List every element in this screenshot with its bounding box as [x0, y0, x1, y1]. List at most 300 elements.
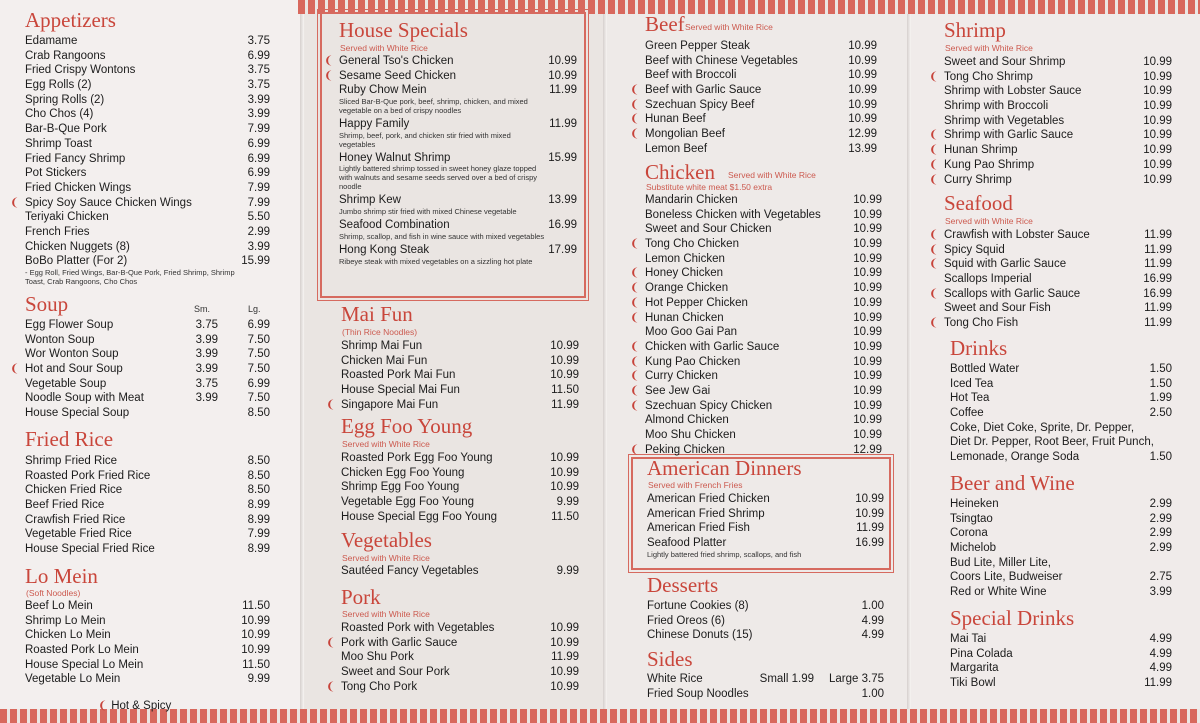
menu-item [647, 628, 884, 643]
item-name: Noodle Soup with Meat [25, 392, 144, 405]
item-price-large: 6.99 [247, 319, 270, 331]
item-name: Hunan Chicken [645, 311, 724, 324]
item-name: Almond Chicken [645, 414, 729, 427]
menu-item [630, 83, 877, 98]
chili-pepper-icon: ❨ [929, 158, 939, 171]
menu-item [630, 281, 882, 296]
menu-item [25, 498, 270, 513]
item-price: 3.75 [247, 64, 270, 77]
item-price: 4.99 [861, 629, 884, 642]
item-name: American Fried Shrimp [647, 507, 765, 520]
section-title: Appetizers [25, 8, 116, 32]
item-name: House Special Fried Rice [25, 543, 155, 556]
item-name: Kung Pao Shrimp [944, 158, 1035, 171]
item-name: Sweet and Sour Chicken [645, 223, 772, 236]
menu-item [630, 369, 882, 384]
menu-item [25, 628, 270, 643]
item-price: 10.99 [550, 466, 579, 479]
item-price: 10.99 [853, 355, 882, 368]
menu-item [25, 542, 270, 557]
section-title: Sides [647, 647, 693, 671]
menu-item [341, 383, 579, 398]
item-name: Fortune Cookies (8) [647, 600, 749, 612]
item-name: American Fried Chicken [647, 493, 770, 505]
item-price: 5.50 [247, 211, 270, 224]
menu-item [25, 210, 270, 225]
menu-items-list [324, 54, 577, 268]
item-name: Teriyaki Chicken [25, 211, 109, 224]
menu-item [341, 339, 579, 354]
chicken-section [630, 160, 882, 456]
item-name: Red or White Wine [950, 586, 1047, 599]
section-title: Seafood [944, 191, 1013, 215]
menu-item [25, 513, 270, 528]
item-name: Beef Fried Rice [25, 499, 105, 512]
menu-item [647, 492, 884, 507]
item-name: Corona [950, 527, 988, 540]
section-title: Beer and Wine [950, 471, 1075, 495]
menu-item [326, 636, 579, 651]
item-name: Pina Colada [950, 647, 1013, 660]
menu-item [339, 83, 577, 98]
section-title: House Specials [339, 18, 468, 42]
item-price: 10.99 [241, 644, 270, 657]
beer-wine-section [950, 471, 1172, 599]
menu-item [339, 218, 577, 233]
item-name: Moo Shu Pork [341, 651, 414, 664]
item-price: 11.50 [551, 384, 579, 397]
item-price: 13.99 [848, 142, 877, 155]
item-price: 2.99 [1149, 527, 1172, 540]
section-title: Vegetables [341, 528, 432, 552]
item-name: Tong Cho Fish [944, 317, 1019, 330]
chili-pepper-icon: ❨ [630, 113, 640, 126]
item-name: Chicken Egg Foo Young [341, 466, 465, 479]
item-name: Seafood Platter [647, 537, 727, 550]
item-price: 10.99 [853, 414, 882, 427]
menu-item [25, 107, 270, 122]
menu-item [944, 114, 1172, 129]
item-name: Squid with Garlic Sauce [944, 258, 1067, 271]
item-name: Hot and Sour Soup [25, 363, 123, 376]
chili-pepper-icon: ❨ [98, 700, 108, 712]
item-name: Mandarin Chicken [645, 194, 738, 206]
section-note: Served with White Rice [342, 439, 430, 449]
chili-pepper-icon: ❨ [929, 258, 939, 271]
item-name: Vegetable Soup [25, 377, 107, 390]
item-name: Beef with Chinese Vegetables [645, 54, 798, 67]
item-description: Lightly battered fried shrimp, scallops, and fish [647, 549, 802, 559]
item-price: 1.50 [1149, 377, 1172, 390]
section-title: Pork [341, 585, 381, 609]
item-price: 11.50 [242, 600, 270, 612]
menu-item [341, 495, 579, 510]
menu-item [341, 354, 579, 369]
menu-item [944, 55, 1172, 70]
item-price: 10.99 [1143, 144, 1172, 157]
menu-item [630, 384, 882, 399]
menu-item [645, 208, 882, 223]
item-name: Shrimp Mai Fun [341, 340, 423, 352]
item-name: Boneless Chicken with Vegetables [645, 208, 821, 221]
item-price: 4.99 [1149, 647, 1172, 660]
item-name: Roasted Pork Fried Rice [25, 469, 151, 482]
item-name: Bar-B-Que Pork [25, 123, 107, 136]
menu-item [326, 680, 579, 695]
item-price: 10.99 [550, 680, 579, 693]
item-price: 10.99 [855, 493, 884, 505]
item-name: Scallops with Garlic Sauce [944, 287, 1081, 300]
mai-fun-section [326, 302, 579, 411]
item-name: Mai Tai [950, 633, 987, 645]
item-price: 10.99 [550, 340, 579, 352]
pork-section [326, 585, 579, 693]
drinks-section [950, 336, 1172, 464]
item-price: 4.99 [1149, 633, 1172, 645]
chili-pepper-icon: ❨ [929, 173, 939, 186]
item-name: Lemon Beef [645, 142, 708, 155]
item-price: 10.99 [853, 399, 882, 412]
menu-item [645, 54, 877, 69]
item-price: 12.99 [853, 443, 882, 456]
fold-line [907, 0, 911, 723]
item-name: Fried Fancy Shrimp [25, 152, 126, 165]
menu-item [25, 599, 270, 614]
item-price: 8.50 [247, 484, 270, 497]
section-title: Lo Mein [25, 564, 98, 588]
menu-item [950, 377, 1172, 392]
item-name: Mongolian Beef [645, 128, 725, 141]
menu-item [341, 650, 579, 665]
item-price-small: 3.99 [195, 363, 218, 376]
menu-item [929, 257, 1172, 272]
item-price: 11.99 [549, 118, 577, 131]
item-name: Szechuan Spicy Beef [645, 98, 755, 111]
menu-item [645, 252, 882, 267]
section-title: Shrimp [944, 18, 1006, 42]
chili-pepper-icon: ❨ [929, 229, 939, 241]
item-price: Large 3.75 [829, 673, 884, 685]
item-name: Margarita [950, 662, 999, 675]
menu-item [645, 39, 877, 54]
item-name: Szechuan Spicy Chicken [645, 399, 773, 412]
item-name: Edamame [25, 35, 78, 47]
item-name: Roasted Pork Mai Fun [341, 369, 456, 382]
item-price: 4.99 [1149, 662, 1172, 675]
item-price: 16.99 [855, 537, 884, 550]
menu-item [341, 621, 579, 636]
chili-pepper-icon: ❨ [630, 311, 640, 324]
item-price: 3.75 [247, 35, 270, 47]
menu-item [25, 152, 270, 167]
item-name: Chicken Fried Rice [25, 484, 123, 497]
item-price: 2.99 [247, 225, 270, 238]
item-name: Wor Wonton Soup [25, 348, 119, 361]
menu-item [950, 406, 1172, 421]
section-title: Egg Foo Young [341, 414, 473, 438]
menu-item [25, 377, 270, 392]
item-price: 10.99 [848, 54, 877, 67]
menu-item [25, 658, 270, 673]
item-name: Lemonade, Orange Soda [950, 451, 1080, 464]
item-price: 10.99 [241, 629, 270, 642]
item-price: 10.99 [550, 354, 579, 367]
chili-pepper-icon: ❨ [630, 384, 640, 397]
menu-item [630, 355, 882, 370]
item-name: Fried Oreos (6) [647, 614, 725, 627]
item-name: Sweet and Sour Pork [341, 666, 450, 679]
item-description: Shrimp, scallop, and fish in wine sauce with mixed vegetables [339, 231, 545, 241]
menu-item [25, 166, 270, 181]
item-name: Hot Pepper Chicken [645, 296, 748, 309]
menu-items-list [647, 492, 884, 561]
item-name: Diet Dr. Pepper, Root Beer, Fruit Punch, [950, 436, 1154, 449]
chili-pepper-icon: ❨ [929, 243, 939, 256]
section-note: (Thin Rice Noodles) [342, 327, 418, 337]
menu-items-list [950, 362, 1172, 465]
item-name: Tsingtao [950, 512, 993, 525]
item-price: 10.99 [853, 238, 882, 251]
item-price-small: 3.99 [195, 348, 218, 361]
chili-pepper-icon: ❨ [630, 238, 640, 251]
item-price: 10.99 [1143, 100, 1172, 113]
menu-items-list [950, 497, 1172, 600]
item-name: Egg Rolls (2) [25, 79, 92, 92]
menu-item [341, 480, 579, 495]
menu-items-list [341, 564, 579, 579]
chili-pepper-icon: ❨ [630, 128, 640, 141]
menu-item [929, 70, 1172, 85]
item-price: 6.99 [247, 167, 270, 180]
menu-item [647, 672, 884, 687]
item-name: Sweet and Sour Shrimp [944, 56, 1066, 68]
menu-item [25, 469, 270, 484]
chili-pepper-icon: ❨ [630, 267, 640, 280]
item-name: Chicken Lo Mein [25, 629, 111, 642]
item-price: 6.99 [247, 152, 270, 165]
item-price: 1.00 [861, 600, 884, 612]
item-name: Green Pepper Steak [645, 40, 750, 52]
menu-items-list [25, 454, 270, 557]
lo-mein-section [25, 564, 270, 686]
menu-item [950, 526, 1172, 541]
item-price: 12.99 [848, 128, 877, 141]
item-name: Beef Lo Mein [25, 600, 93, 612]
section-title: Desserts [647, 573, 719, 597]
fried-rice-section [25, 427, 270, 556]
menu-item [645, 428, 882, 443]
item-price: 3.99 [247, 108, 270, 121]
item-price-large: 6.99 [247, 377, 270, 390]
item-name: Shrimp Fried Rice [25, 455, 118, 467]
menu-item [25, 78, 270, 93]
egg-foo-young-section [341, 414, 579, 523]
item-price: 16.99 [548, 219, 577, 232]
item-name: Shrimp with Lobster Sauce [944, 85, 1082, 98]
item-price: 10.99 [550, 452, 579, 464]
item-name: House Special Mai Fun [341, 384, 460, 397]
menu-items-list [10, 318, 270, 421]
item-name: Honey Walnut Shrimp [339, 151, 451, 164]
item-name: Peking Chicken [645, 443, 725, 456]
item-name: Crab Rangoons [25, 49, 106, 62]
menu-item [950, 391, 1172, 406]
menu-item [647, 614, 884, 629]
menu-item [645, 142, 877, 157]
menu-item [25, 643, 270, 658]
menu-item [950, 647, 1172, 662]
item-name: Coors Lite, Budweiser [950, 571, 1063, 584]
item-price: 10.99 [853, 429, 882, 441]
item-name: Cho Chos (4) [25, 108, 94, 121]
appetizers-section [10, 8, 270, 286]
item-name: Roasted Pork Egg Foo Young [341, 452, 493, 464]
menu-items-list [326, 621, 579, 694]
item-price: 11.99 [1144, 302, 1172, 315]
section-title: Drinks [950, 336, 1008, 360]
menu-item [950, 585, 1172, 600]
item-price: 11.99 [1144, 317, 1172, 330]
item-name: Shrimp with Garlic Sauce [944, 129, 1074, 142]
item-name: Kung Pao Chicken [645, 355, 741, 368]
menu-item [339, 151, 577, 166]
chili-pepper-icon: ❨ [630, 399, 640, 412]
small-size-header: Sm. [194, 304, 211, 314]
item-name: Happy Family [339, 118, 410, 131]
item-price: 10.99 [853, 296, 882, 309]
item-price: 10.99 [848, 98, 877, 111]
chili-pepper-icon: ❨ [630, 84, 640, 97]
menu-item [25, 225, 270, 240]
menu-item [25, 406, 270, 421]
menu-item [25, 347, 270, 362]
section-note: Served with White Rice [945, 43, 1033, 53]
item-name: Shrimp Lo Mein [25, 614, 106, 627]
menu-item [25, 672, 270, 687]
item-name: Hong Kong Steak [339, 243, 430, 256]
menu-items-list [950, 632, 1172, 691]
item-description: Lightly battered shrimp tossed in sweet honey glaze topped with walnuts and sesame seeds served over a bed of crispy noodle [339, 164, 538, 192]
item-price: 10.99 [848, 113, 877, 126]
item-price: 11.99 [551, 651, 579, 664]
section-title: Fried Rice [25, 427, 114, 451]
item-price: 13.99 [548, 194, 577, 207]
item-name: Pork with Garlic Sauce [341, 636, 458, 649]
item-name: Sesame Seed Chicken [339, 69, 456, 82]
item-price: 10.99 [1143, 85, 1172, 98]
menu-item [25, 63, 270, 78]
item-name: See Jew Gai [645, 384, 711, 397]
menu-item [324, 69, 577, 84]
item-name: Crawfish Fried Rice [25, 513, 126, 526]
item-price: 10.99 [853, 384, 882, 397]
menu-item [630, 237, 882, 252]
item-name: Egg Flower Soup [25, 319, 114, 331]
item-name: House Special Egg Foo Young [341, 510, 498, 523]
chili-pepper-icon: ❨ [10, 196, 20, 209]
item-price: 10.99 [550, 481, 579, 494]
item-price: 10.99 [1143, 158, 1172, 171]
item-name: Chicken Nuggets (8) [25, 240, 130, 253]
item-name: Beef with Garlic Sauce [645, 84, 762, 97]
item-price: 7.99 [247, 196, 270, 209]
item-price: 4.99 [861, 614, 884, 627]
item-name: Pot Stickers [25, 167, 87, 180]
section-note: Served with White Rice [728, 170, 816, 180]
item-price-large: 7.50 [247, 392, 270, 405]
item-price-small: 3.99 [195, 333, 218, 346]
item-price: 1.00 [861, 687, 884, 700]
menu-item [25, 254, 270, 269]
chili-pepper-icon: ❨ [324, 69, 334, 82]
item-price: 10.99 [550, 622, 579, 634]
item-price: 10.99 [853, 252, 882, 265]
item-name: Roasted Pork with Vegetables [341, 622, 495, 634]
menu-item [25, 391, 270, 406]
item-price-small: 3.75 [195, 319, 218, 331]
chili-pepper-icon: ❨ [630, 282, 640, 295]
item-price: 10.99 [848, 69, 877, 82]
item-name: Tong Cho Shrimp [944, 70, 1033, 83]
chili-pepper-icon: ❨ [929, 129, 939, 142]
item-name: French Fries [25, 225, 90, 238]
section-title: Chicken [645, 160, 715, 184]
sides-section [647, 647, 884, 700]
menu-item [950, 362, 1172, 377]
item-name: Curry Shrimp [944, 173, 1012, 186]
menu-item [10, 362, 270, 377]
menu-item [944, 84, 1172, 99]
item-name: Iced Tea [950, 377, 994, 390]
chili-pepper-icon: ❨ [630, 370, 640, 383]
item-description: Shrimp, beef, pork, and chicken stir fried with mixed vegetables [339, 130, 511, 149]
item-price: 11.99 [1144, 677, 1172, 690]
item-price: 10.99 [241, 614, 270, 627]
item-description: Ribeye steak with mixed vegetables on a sizzling hot plate [339, 256, 533, 266]
menu-item [929, 316, 1172, 331]
item-price: 9.99 [556, 565, 579, 577]
menu-item [25, 483, 270, 498]
menu-item [339, 117, 577, 132]
menu-items-list [647, 672, 884, 701]
menu-item [950, 421, 1172, 436]
menu-items-list [929, 228, 1172, 331]
item-price: 16.99 [1143, 273, 1172, 286]
item-name: Honey Chicken [645, 267, 723, 280]
menu-item [950, 676, 1172, 691]
section-title: Beef [645, 12, 685, 36]
menu-item [950, 541, 1172, 556]
menu-item [341, 451, 579, 466]
menu-item [929, 243, 1172, 258]
section-title: Special Drinks [950, 606, 1075, 630]
item-name: Hunan Shrimp [944, 144, 1018, 157]
menu-item [647, 687, 884, 702]
chili-pepper-icon: ❨ [630, 443, 640, 456]
item-name: Tong Cho Chicken [645, 238, 739, 251]
menu-item [950, 556, 1172, 571]
item-price: 2.99 [1149, 542, 1172, 555]
menu-item [929, 158, 1172, 173]
item-price: 10.99 [853, 267, 882, 280]
item-price: 2.50 [1149, 407, 1172, 420]
menu-items-list [647, 599, 884, 643]
item-name: Ruby Chow Mein [339, 84, 427, 97]
item-price: 10.99 [853, 326, 882, 339]
item-name: Spicy Soy Sauce Chicken Wings [25, 196, 192, 209]
menu-item [324, 54, 577, 69]
item-price: 8.50 [247, 455, 270, 467]
